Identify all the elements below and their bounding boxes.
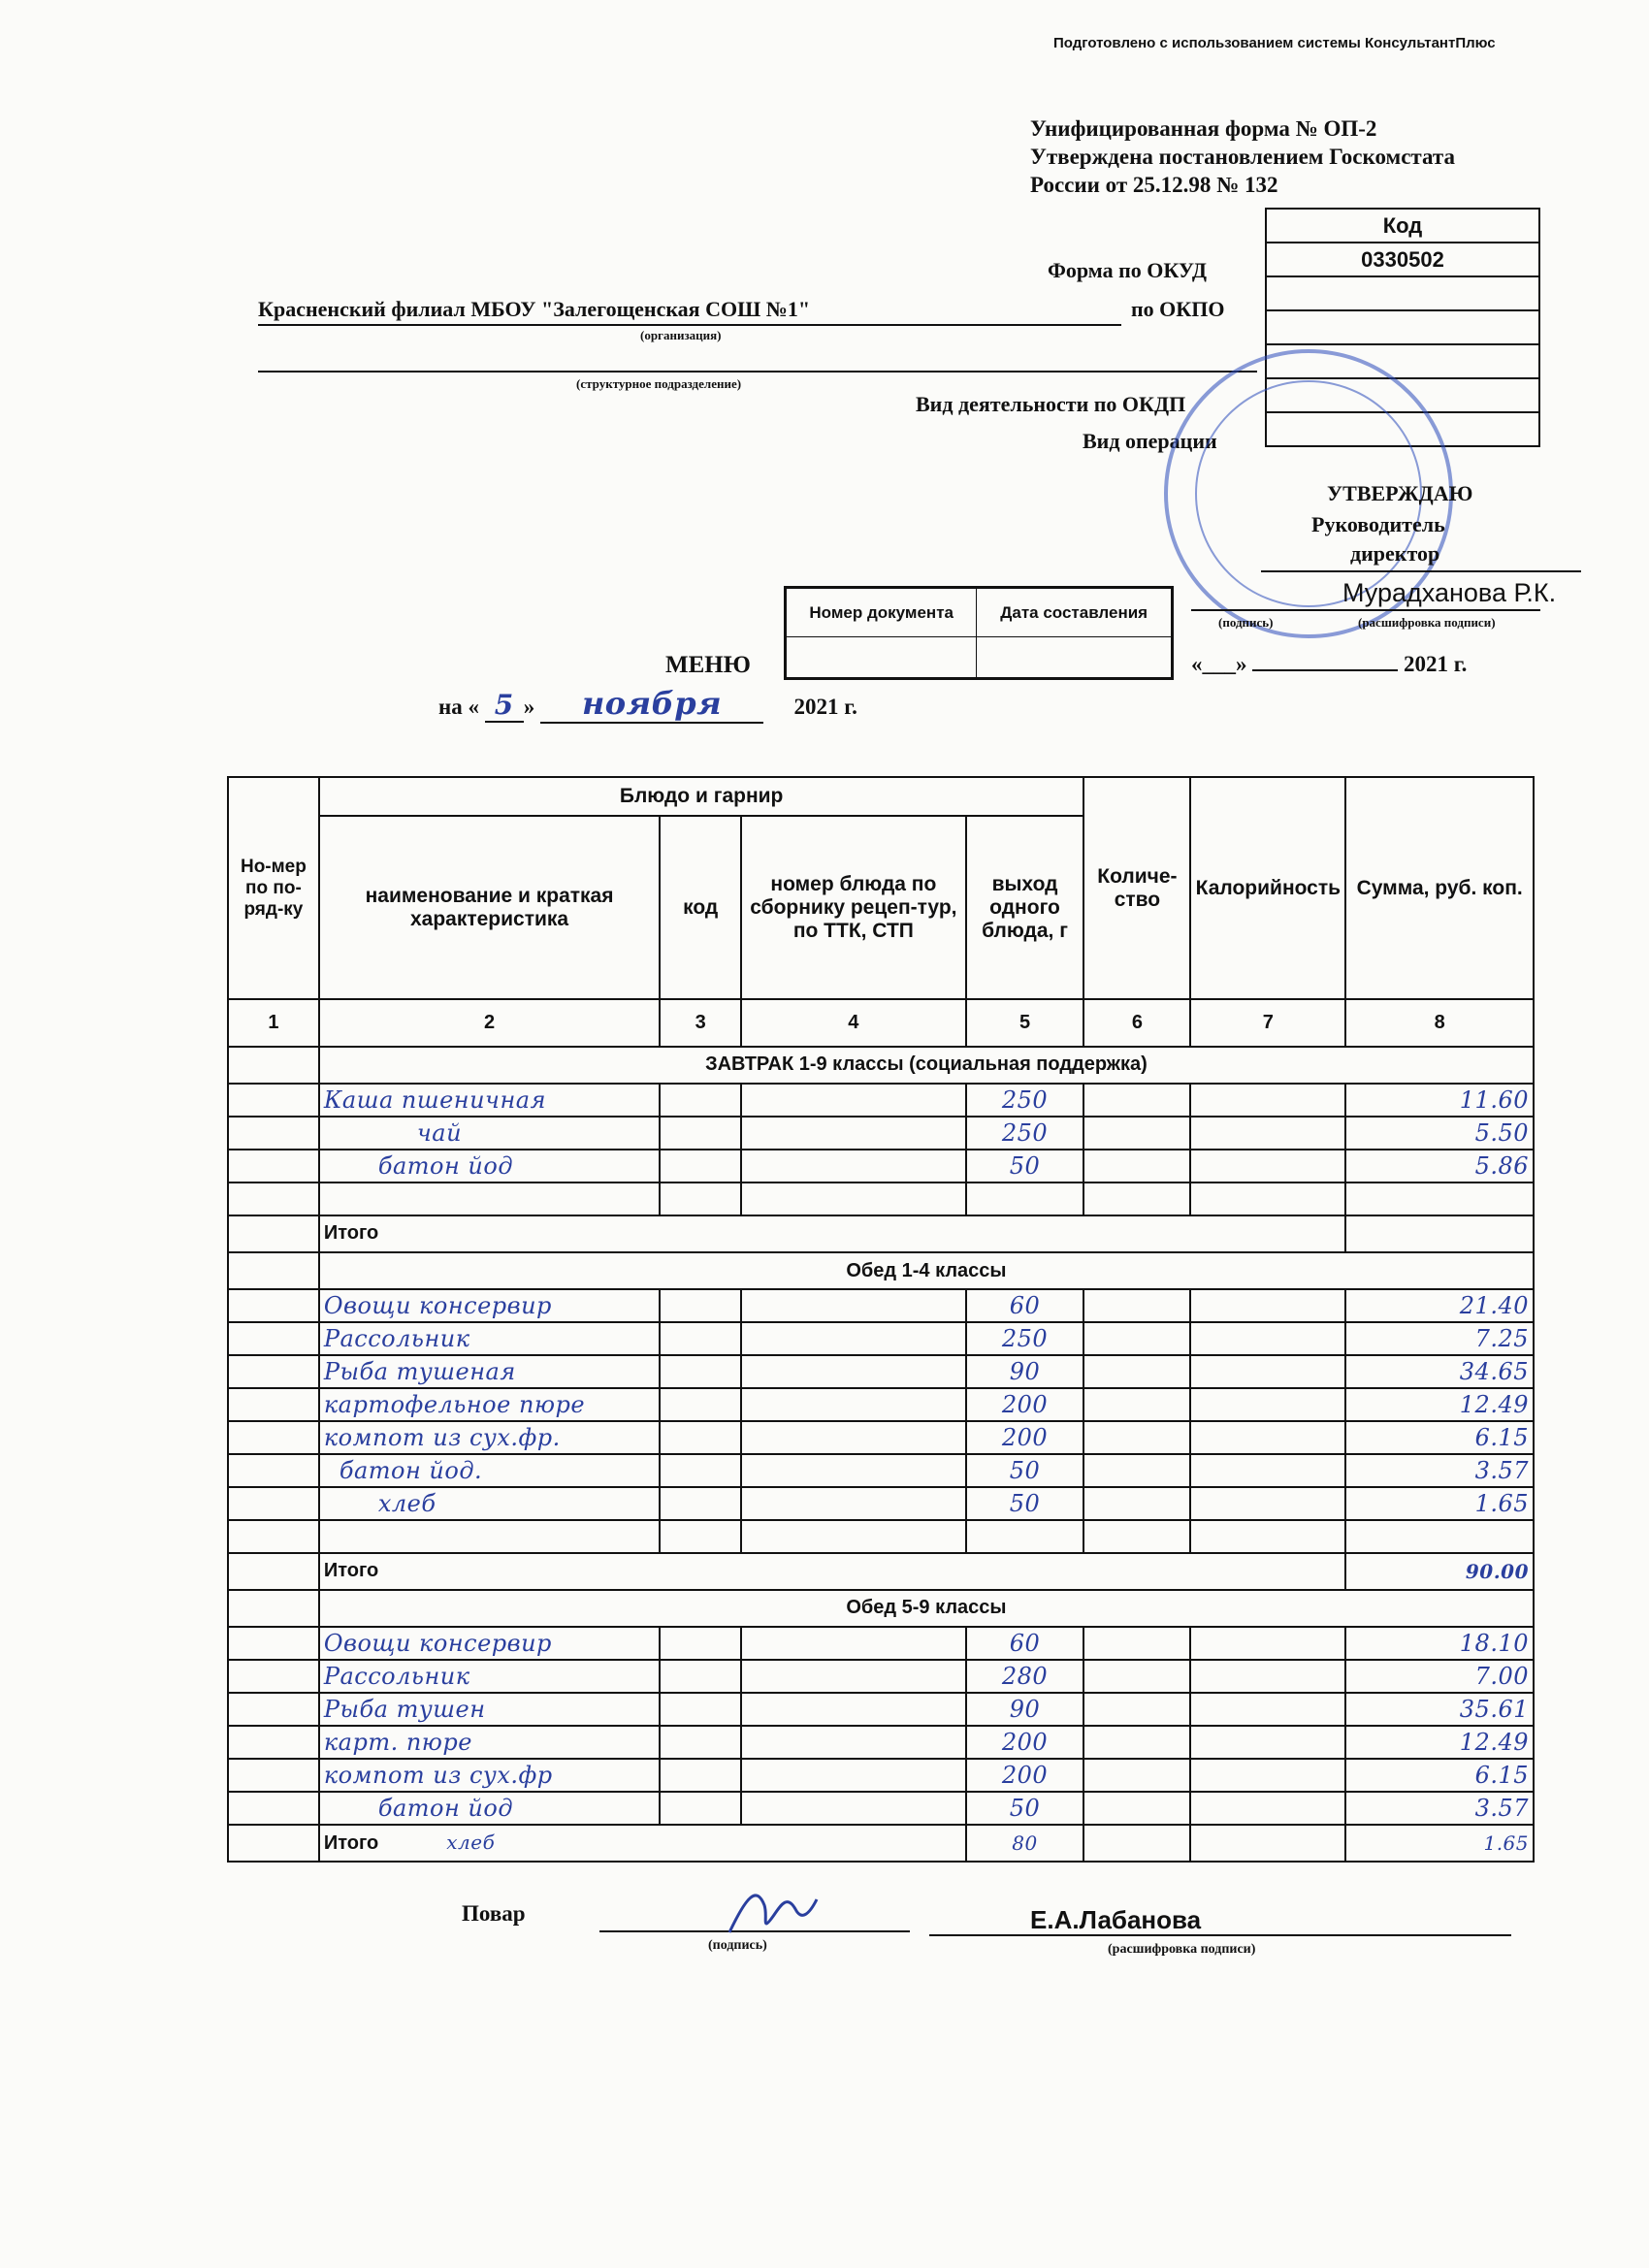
col-code-header: код	[660, 816, 741, 999]
form-header	[1030, 114, 1455, 199]
section-header: Обед 5-9 классы	[228, 1590, 1534, 1627]
approve-date: «___» 2021 г.	[1191, 652, 1468, 676]
table-row: Рыба тушен 90 35.61	[228, 1693, 1534, 1726]
approve-decode-caption: (расшифровка подписи)	[1358, 615, 1496, 630]
table-row: батон йод 50 3.57	[228, 1792, 1534, 1825]
table-row: батон йод 50 5.86	[228, 1150, 1534, 1183]
cook-name: Е.А.Лабанова	[1030, 1905, 1202, 1934]
table-row: хлеб 50 1.65	[228, 1487, 1534, 1520]
doc-date-label: Дата составления	[977, 589, 1172, 637]
doc-date-value	[977, 637, 1172, 678]
table-row: Рассольник 280 7.00	[228, 1660, 1534, 1693]
codes-header: Код	[1267, 210, 1538, 243]
col-recipe-header: номер блюда по сборнику рецеп-тур, по ТТК, СТП	[741, 816, 966, 999]
table-row: компот из сух.фр 200 6.15	[228, 1759, 1534, 1792]
total-row: Итого хлеб 80 1.65	[228, 1825, 1534, 1862]
okud-value: 0330502	[1267, 243, 1538, 277]
organization-caption: (организация)	[640, 328, 722, 342]
column-numbers-row: 1 2 3 4 5 6 7 8	[228, 999, 1534, 1047]
section-header: Обед 1-4 классы	[228, 1252, 1534, 1289]
col-name-header: наименование и краткая характеристика	[319, 816, 660, 999]
table-row: Овощи консервир 60 21.40	[228, 1289, 1534, 1322]
table-row: компот из сух.фр. 200 6.15	[228, 1421, 1534, 1454]
menu-table	[227, 776, 1535, 1863]
form-header-line1: Унифицированная форма № ОП-2	[1030, 116, 1377, 141]
section-header: ЗАВТРАК 1-9 классы (социальная поддержка)	[228, 1047, 1534, 1084]
subdivision-caption: (структурное подразделение)	[576, 376, 742, 391]
okpo-value	[1267, 277, 1538, 311]
table-row: карт. пюре 200 12.49	[228, 1726, 1534, 1759]
document-date-line: на « 5 » ноября 2021 г.	[438, 685, 857, 722]
approve-year: 2021	[1404, 652, 1448, 676]
doc-number-value	[787, 637, 977, 678]
okpo-label: по ОКПО	[1131, 297, 1225, 321]
empty-code-1	[1267, 311, 1538, 345]
col-number-header: Но-мер по по-ряд-ку	[228, 777, 319, 999]
document-year-suffix: г.	[844, 695, 857, 719]
col-sum-header: Сумма, руб. коп.	[1345, 777, 1534, 999]
okud-label: Форма по ОКУД	[1048, 258, 1207, 282]
total-row: Итого	[228, 1215, 1534, 1252]
approve-title: УТВЕРЖДАЮ	[1327, 481, 1473, 505]
document-title: МЕНЮ	[665, 652, 751, 678]
doc-number-label: Номер документа	[787, 589, 977, 637]
table-row: Каша пшеничная 250 11.60	[228, 1084, 1534, 1117]
cook-label: Повар	[462, 1901, 526, 1926]
table-row: Рыба тушеная 90 34.65	[228, 1355, 1534, 1388]
form-header-line3: России от 25.12.98 № 132	[1030, 173, 1278, 197]
approve-sign-caption: (подпись)	[1218, 615, 1274, 630]
cook-sign-caption: (подпись)	[708, 1938, 767, 1953]
operation-label: Вид операции	[1083, 429, 1217, 453]
col-yield-header: выход одного блюда, г	[966, 816, 1084, 999]
organization-name: Красненский филиал МБОУ "Залегощенская СОШ №1"	[258, 297, 811, 321]
approve-role: Руководитель	[1311, 512, 1445, 536]
table-row: картофельное пюре 200 12.49	[228, 1388, 1534, 1421]
okdp-label: Вид деятельности по ОКДП	[916, 392, 1186, 416]
top-note: Подготовлено с использованием системы КонсультантПлюс	[1053, 35, 1496, 51]
approver-name: Мурадханова Р.К.	[1342, 578, 1557, 607]
col-calories-header: Калорийность	[1190, 777, 1345, 999]
cook-decode-caption: (расшифровка подписи)	[1108, 1942, 1256, 1957]
form-header-line2: Утверждена постановлением Госкомстата	[1030, 145, 1455, 169]
document-month: ноября	[540, 685, 763, 724]
col-quantity-header: Количе-ство	[1083, 777, 1190, 999]
approve-year-suffix: г.	[1453, 652, 1468, 676]
table-row: Рассольник 250 7.25	[228, 1322, 1534, 1355]
table-row: чай 250 5.50	[228, 1117, 1534, 1150]
approve-position: директор	[1350, 541, 1440, 566]
total-row: Итого 90.00	[228, 1553, 1534, 1590]
document-box	[784, 586, 1174, 680]
table-row: Овощи консервир 60 18.10	[228, 1627, 1534, 1660]
document-day: 5	[485, 689, 524, 723]
cook-signature	[718, 1876, 824, 1944]
table-row: батон йод. 50 3.57	[228, 1454, 1534, 1487]
col-group-header: Блюдо и гарнир	[319, 777, 1084, 816]
document-year: 2021	[793, 695, 839, 719]
